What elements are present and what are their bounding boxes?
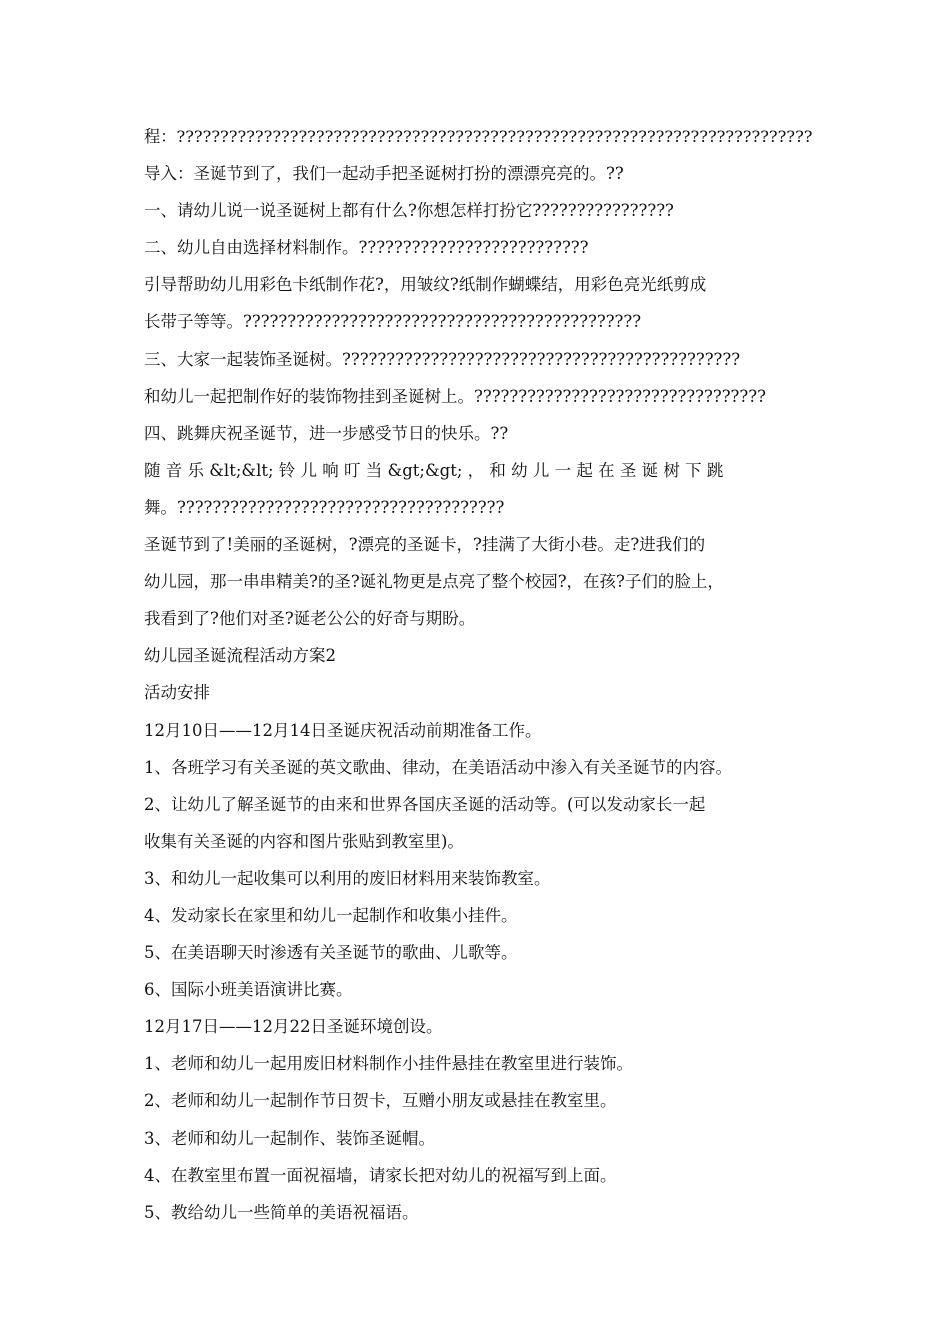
text-line-justified: 随 音 乐 &lt;&lt; 铃 儿 响 叮 当 &gt;&gt; ， 和 幼 儿 一 起 在 圣 诞 树 下 跳 [144,460,724,480]
text-line: 3、老师和幼儿一起制作、装饰圣诞帽。 [144,1128,435,1148]
text-line: 4、在教室里布置一面祝福墙，请家长把对幼儿的祝福写到上面。 [144,1165,617,1185]
text-line: 幼儿园，那一串串精美?的圣?诞礼物更是点亮了整个校园?，在孩?子们的脸上， [144,572,724,592]
text-line: 一、请幼儿说一说圣诞树上都有什么?你想怎样打扮它???????????????? [144,201,674,221]
text-line: 收集有关圣诞的内容和图片张贴到教室里)。 [144,831,464,851]
text-line: 长带子等等。????????????????????????????????????????????? [144,312,642,332]
text-line: 四、跳舞庆祝圣诞节，进一步感受节日的快乐。?? [144,423,509,443]
text-line: 12月10日——12月14日圣诞庆祝活动前期准备工作。 [144,720,542,740]
text-line: 三、大家一起装饰圣诞树。????????????????????????????????????????????? [144,349,741,369]
document-body [144,118,820,1231]
text-line: 引导帮助幼儿用彩色卡纸制作花?，用皱纹?纸制作蝴蝶结，用彩色亮光纸剪成 [144,275,707,295]
text-line: 3、和幼儿一起收集可以利用的废旧材料用来装饰教室。 [144,868,551,888]
text-line: 和幼儿一起把制作好的装饰物挂到圣诞树上。????????????????????????????????? [144,386,766,406]
text-line: 5、在美语聊天时渗透有关圣诞节的歌曲、儿歌等。 [144,943,518,963]
section-heading: 幼儿园圣诞流程活动方案2 [144,646,336,666]
text-line: 6、国际小班美语演讲比赛。 [144,980,353,1000]
text-line: 圣诞节到了!美丽的圣诞树，?漂亮的圣诞卡，?挂满了大街小巷。走?进我们的 [144,535,706,555]
text-line: 我看到了?他们对圣?诞老公公的好奇与期盼。 [144,609,476,629]
text-line: 二、幼儿自由选择材料制作。?????????????????????????? [144,238,589,258]
text-line: 12月17日——12月22日圣诞环境创设。 [144,1017,443,1037]
text-line: 程：????????????????????????????????????????????????????????????????????????? [144,127,813,146]
text-line: 5、教给幼儿一些简单的美语祝福语。 [144,1202,419,1222]
text-line: 舞。????????????????????????????????????? [144,497,505,517]
text-line: 2、让幼儿了解圣诞节的由来和世界各国庆圣诞的活动等。(可以发动家长一起 [144,794,706,814]
text-line: 2、老师和幼儿一起制作节日贺卡，互赠小朋友或悬挂在教室里。 [144,1091,617,1111]
text-line: 4、发动家长在家里和幼儿一起制作和收集小挂件。 [144,905,518,925]
text-line: 导入：圣诞节到了，我们一起动手把圣诞树打扮的漂漂亮亮的。?? [144,164,624,184]
text-line: 1、各班学习有关圣诞的英文歌曲、律动，在美语活动中渗入有关圣诞节的内容。 [144,757,732,777]
text-line: 活动安排 [144,683,210,703]
text-line: 1、老师和幼儿一起用废旧材料制作小挂件悬挂在教室里进行装饰。 [144,1054,633,1074]
